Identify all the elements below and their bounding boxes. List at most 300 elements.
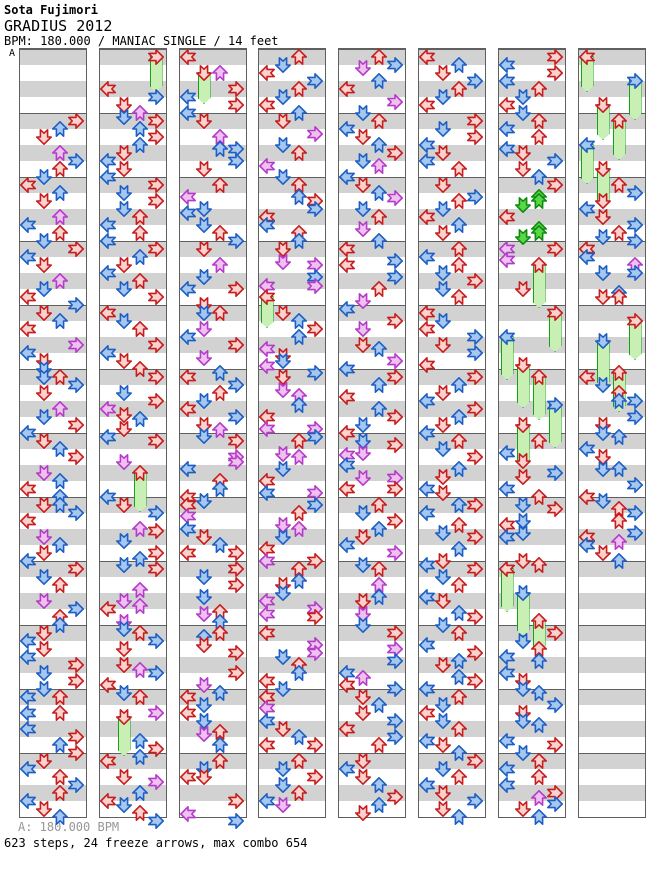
note-arrow-down — [36, 665, 52, 681]
note-arrow-down — [275, 305, 291, 321]
note-arrow-left — [419, 49, 435, 65]
note-arrow-up — [371, 401, 387, 417]
note-arrow-left — [100, 793, 116, 809]
note-arrow-down — [595, 265, 611, 281]
note-arrow-left — [259, 606, 275, 622]
note-arrow-up — [611, 113, 627, 129]
note-arrow-down — [36, 545, 52, 561]
note-arrow-right — [627, 73, 643, 89]
note-arrow-left — [419, 305, 435, 321]
note-arrow-up — [132, 749, 148, 765]
note-arrow-right — [467, 497, 483, 513]
note-arrow-down — [275, 529, 291, 545]
note-arrow-down — [36, 193, 52, 209]
note-arrow-down — [435, 177, 451, 193]
note-arrow-left — [100, 81, 116, 97]
note-arrow-up — [291, 397, 307, 413]
note-arrow-down — [595, 545, 611, 561]
note-arrow-up — [531, 753, 547, 769]
note-arrow-down — [36, 409, 52, 425]
note-arrow-right — [148, 633, 164, 649]
note-arrow-up — [291, 313, 307, 329]
note-arrow-left — [259, 97, 275, 113]
note-arrow-right — [228, 97, 244, 113]
note-arrow-left — [100, 217, 116, 233]
note-arrow-right — [627, 409, 643, 425]
note-arrow-right — [387, 789, 403, 805]
note-arrow-down — [196, 65, 212, 81]
note-arrow-right — [307, 321, 323, 337]
note-arrow-left — [579, 441, 595, 457]
note-arrow-up — [371, 158, 387, 174]
note-arrow-up — [291, 145, 307, 161]
note-arrow-right — [148, 774, 164, 790]
note-arrow-down — [116, 257, 132, 273]
note-arrow-up — [291, 785, 307, 801]
note-arrow-right — [68, 337, 84, 353]
note-arrow-up — [531, 489, 547, 505]
note-arrow-right — [547, 697, 563, 713]
note-arrow-down — [515, 801, 531, 817]
note-arrow-right — [547, 796, 563, 812]
note-arrow-down — [275, 137, 291, 153]
note-arrow-down — [435, 121, 451, 137]
note-arrow-up — [132, 411, 148, 427]
note-arrow-up — [451, 161, 467, 177]
note-arrow-down — [275, 649, 291, 665]
note-arrow-right — [387, 94, 403, 110]
note-arrow-down — [355, 557, 371, 573]
note-arrow-down — [116, 313, 132, 329]
note-arrow-right — [467, 273, 483, 289]
note-arrow-down — [435, 265, 451, 281]
note-arrow-left — [499, 121, 515, 137]
note-arrow-left — [339, 241, 355, 257]
note-arrow-down — [595, 97, 611, 113]
note-arrow-down — [196, 113, 212, 129]
note-arrow-left — [20, 633, 36, 649]
note-arrow-right — [467, 645, 483, 661]
note-arrow-down — [435, 801, 451, 817]
note-arrow-up — [291, 189, 307, 205]
note-arrow-down — [116, 709, 132, 725]
note-arrow-up — [291, 665, 307, 681]
note-arrow-left — [20, 249, 36, 265]
note-arrow-right — [547, 465, 563, 481]
note-arrow-left — [180, 769, 196, 785]
note-arrow-down — [515, 229, 531, 245]
note-arrow-right — [547, 241, 563, 257]
note-arrow-right — [68, 377, 84, 393]
note-arrow-up — [132, 209, 148, 225]
note-arrow-right — [68, 417, 84, 433]
note-arrow-up — [531, 557, 547, 573]
note-arrow-down — [116, 353, 132, 369]
note-arrow-left — [259, 553, 275, 569]
note-arrow-right — [387, 545, 403, 561]
note-arrow-up — [132, 689, 148, 705]
note-arrow-up — [611, 553, 627, 569]
note-arrow-right — [627, 525, 643, 541]
note-arrow-left — [180, 89, 196, 105]
note-arrow-up — [451, 497, 467, 513]
note-arrow-right — [307, 553, 323, 569]
note-arrow-down — [196, 161, 212, 177]
note-arrow-up — [52, 273, 68, 289]
note-arrow-right — [547, 737, 563, 753]
note-arrow-down — [515, 161, 531, 177]
chart-column — [338, 48, 406, 818]
note-arrow-left — [180, 281, 196, 297]
note-arrow-left — [419, 425, 435, 441]
note-arrow-up — [451, 745, 467, 761]
note-arrow-down — [36, 233, 52, 249]
note-arrow-right — [547, 305, 563, 321]
note-arrow-right — [467, 189, 483, 205]
note-arrow-left — [419, 209, 435, 225]
note-arrow-up — [371, 341, 387, 357]
note-arrow-down — [435, 145, 451, 161]
note-arrow-up — [451, 577, 467, 593]
note-arrow-right — [467, 561, 483, 577]
note-arrow-up — [451, 653, 467, 669]
note-arrow-left — [419, 357, 435, 373]
note-arrow-up — [531, 257, 547, 273]
note-arrow-down — [355, 689, 371, 705]
note-arrow-left — [499, 649, 515, 665]
chart-column — [19, 48, 87, 818]
note-arrow-down — [196, 393, 212, 409]
note-arrow-up — [531, 129, 547, 145]
note-arrow-up — [611, 289, 627, 305]
note-arrow-right — [148, 193, 164, 209]
song-title: GRADIUS 2012 — [4, 17, 113, 35]
note-arrow-down — [36, 281, 52, 297]
note-arrow-right — [148, 49, 164, 65]
note-arrow-left — [20, 177, 36, 193]
note-arrow-up — [132, 121, 148, 137]
note-arrow-right — [148, 705, 164, 721]
note-arrow-up — [52, 617, 68, 633]
note-arrow-up — [291, 449, 307, 465]
note-arrow-left — [180, 461, 196, 477]
note-arrow-up — [531, 685, 547, 701]
note-arrow-up — [611, 365, 627, 381]
note-arrow-right — [148, 813, 164, 829]
note-arrow-down — [515, 89, 531, 105]
note-arrow-left — [499, 777, 515, 793]
note-arrow-left — [339, 457, 355, 473]
note-arrow-right — [627, 393, 643, 409]
note-arrow-left — [100, 601, 116, 617]
note-arrow-down — [196, 217, 212, 233]
note-arrow-right — [148, 177, 164, 193]
note-arrow-down — [36, 385, 52, 401]
note-arrow-up — [451, 57, 467, 73]
note-arrow-down — [36, 529, 52, 545]
note-arrow-down — [196, 269, 212, 285]
note-arrow-up — [451, 669, 467, 685]
note-arrow-up — [451, 721, 467, 737]
note-arrow-right — [228, 665, 244, 681]
note-arrow-down — [435, 569, 451, 585]
chart-column — [258, 48, 326, 818]
note-arrow-left — [180, 401, 196, 417]
note-arrow-up — [531, 81, 547, 97]
note-arrow-left — [499, 445, 515, 461]
note-arrow-up — [611, 513, 627, 529]
note-arrow-right — [307, 73, 323, 89]
note-arrow-down — [36, 801, 52, 817]
note-arrow-right — [467, 401, 483, 417]
note-arrow-down — [435, 737, 451, 753]
note-arrow-left — [499, 57, 515, 73]
note-arrow-right — [228, 337, 244, 353]
note-arrow-right — [148, 523, 164, 539]
note-arrow-right — [547, 397, 563, 413]
note-arrow-down — [196, 201, 212, 217]
note-arrow-right — [627, 233, 643, 249]
note-arrow-down — [116, 145, 132, 161]
note-arrow-down — [435, 65, 451, 81]
note-arrow-down — [595, 229, 611, 245]
note-arrow-up — [371, 521, 387, 537]
note-arrow-right — [228, 793, 244, 809]
note-arrow-left — [20, 217, 36, 233]
note-arrow-down — [116, 454, 132, 470]
note-arrow-left — [20, 345, 36, 361]
note-arrow-left — [339, 481, 355, 497]
note-arrow-up — [132, 105, 148, 121]
note-arrow-down — [196, 529, 212, 545]
note-arrow-up — [291, 105, 307, 121]
note-arrow-left — [259, 673, 275, 689]
note-arrow-up — [371, 113, 387, 129]
note-arrow-down — [515, 585, 531, 601]
note-arrow-down — [355, 505, 371, 521]
note-arrow-left — [499, 733, 515, 749]
note-arrow-down — [36, 593, 52, 609]
note-arrow-down — [116, 109, 132, 125]
note-arrow-right — [148, 741, 164, 757]
note-arrow-up — [611, 393, 627, 409]
note-arrow-left — [579, 137, 595, 153]
note-arrow-right — [68, 297, 84, 313]
note-arrow-left — [499, 481, 515, 497]
note-arrow-left — [100, 153, 116, 169]
note-arrow-down — [515, 281, 531, 297]
note-arrow-right — [467, 529, 483, 545]
note-arrow-right — [148, 129, 164, 145]
note-arrow-down — [275, 353, 291, 369]
note-arrow-up — [132, 273, 148, 289]
note-arrow-up — [212, 685, 228, 701]
note-arrow-left — [419, 505, 435, 521]
note-arrow-left — [419, 705, 435, 721]
footer-bpm-marker: A: 180.000 BPM — [18, 820, 120, 834]
note-arrow-up — [451, 81, 467, 97]
note-arrow-left — [20, 321, 36, 337]
note-arrow-right — [467, 129, 483, 145]
note-arrow-up — [212, 257, 228, 273]
note-arrow-right — [467, 113, 483, 129]
note-arrow-right — [228, 233, 244, 249]
note-arrow-down — [515, 745, 531, 761]
note-arrow-up — [531, 169, 547, 185]
note-arrow-up — [531, 613, 547, 629]
note-arrow-left — [259, 625, 275, 641]
note-arrow-up — [451, 605, 467, 621]
note-arrow-left — [100, 401, 116, 417]
note-arrow-up — [132, 625, 148, 641]
note-arrow-up — [451, 257, 467, 273]
note-arrow-down — [435, 385, 451, 401]
note-arrow-left — [579, 537, 595, 553]
note-arrow-up — [611, 177, 627, 193]
note-arrow-left — [339, 121, 355, 137]
note-arrow-left — [419, 249, 435, 265]
note-arrow-left — [100, 753, 116, 769]
note-arrow-down — [36, 465, 52, 481]
note-arrow-down — [435, 617, 451, 633]
chart-column — [578, 48, 646, 818]
note-arrow-up — [451, 193, 467, 209]
note-arrow-left — [259, 289, 275, 305]
note-arrow-down — [36, 681, 52, 697]
note-arrow-left — [180, 329, 196, 345]
note-arrow-down — [515, 105, 531, 121]
note-arrow-up — [52, 161, 68, 177]
note-arrow-right — [467, 793, 483, 809]
note-arrow-left — [339, 389, 355, 405]
note-arrow-up — [451, 517, 467, 533]
note-arrow-right — [387, 353, 403, 369]
note-arrow-left — [579, 369, 595, 385]
note-arrow-up — [132, 785, 148, 801]
note-arrow-up — [371, 209, 387, 225]
note-arrow-left — [20, 761, 36, 777]
note-arrow-down — [355, 177, 371, 193]
note-arrow-down — [355, 529, 371, 545]
note-arrow-right — [148, 505, 164, 521]
note-arrow-left — [499, 561, 515, 577]
note-arrow-up — [132, 465, 148, 481]
note-arrow-right — [387, 729, 403, 745]
note-arrow-left — [339, 81, 355, 97]
note-arrow-up — [52, 705, 68, 721]
note-arrow-up — [371, 561, 387, 577]
chart-meta: BPM: 180.000 / MANIAC SINGLE / 14 feet — [4, 34, 279, 48]
note-arrow-up — [212, 177, 228, 193]
note-arrow-right — [148, 433, 164, 449]
note-arrow-left — [180, 189, 196, 205]
note-arrow-left — [419, 589, 435, 605]
note-arrow-right — [467, 753, 483, 769]
note-arrow-up — [52, 769, 68, 785]
note-arrow-up — [132, 582, 148, 598]
note-arrow-right — [148, 289, 164, 305]
note-arrow-up — [611, 225, 627, 241]
note-arrow-down — [36, 569, 52, 585]
note-arrow-left — [499, 97, 515, 113]
note-arrow-left — [259, 341, 275, 357]
note-arrow-up — [371, 377, 387, 393]
note-arrow-down — [595, 425, 611, 441]
note-arrow-right — [627, 217, 643, 233]
note-arrow-right — [148, 369, 164, 385]
note-arrow-up — [132, 733, 148, 749]
note-arrow-down — [36, 257, 52, 273]
note-arrow-up — [451, 461, 467, 477]
note-arrow-right — [547, 625, 563, 641]
note-arrow-right — [387, 513, 403, 529]
note-arrow-left — [499, 529, 515, 545]
note-arrow-down — [116, 497, 132, 513]
note-arrow-down — [435, 657, 451, 673]
note-arrow-right — [228, 377, 244, 393]
note-arrow-left — [419, 681, 435, 697]
note-arrow-right — [467, 449, 483, 465]
note-arrow-left — [579, 489, 595, 505]
note-arrow-up — [52, 497, 68, 513]
note-arrow-up — [52, 401, 68, 417]
note-arrow-right — [148, 241, 164, 257]
note-arrow-up — [611, 461, 627, 477]
note-arrow-up — [52, 737, 68, 753]
note-arrow-down — [196, 637, 212, 653]
note-arrow-right — [68, 505, 84, 521]
note-arrow-right — [68, 561, 84, 577]
note-arrow-left — [419, 557, 435, 573]
note-arrow-left — [100, 677, 116, 693]
note-arrow-up — [291, 573, 307, 589]
note-arrow-down — [275, 113, 291, 129]
note-arrow-up — [531, 809, 547, 825]
note-arrow-up — [291, 49, 307, 65]
note-arrow-down — [116, 533, 132, 549]
note-arrow-down — [595, 209, 611, 225]
note-arrow-up — [451, 409, 467, 425]
note-arrow-up — [132, 598, 148, 614]
note-arrow-down — [595, 377, 611, 393]
note-arrow-up — [531, 225, 547, 241]
note-arrow-right — [307, 278, 323, 294]
note-arrow-up — [212, 141, 228, 157]
note-arrow-down — [275, 761, 291, 777]
note-arrow-up — [371, 73, 387, 89]
note-arrow-left — [180, 205, 196, 221]
note-arrow-left — [419, 153, 435, 169]
note-arrow-up — [52, 313, 68, 329]
note-arrow-left — [100, 305, 116, 321]
note-arrow-left — [20, 481, 36, 497]
note-arrow-down — [595, 289, 611, 305]
note-arrow-left — [339, 677, 355, 693]
note-arrow-up — [451, 289, 467, 305]
note-arrow-up — [212, 537, 228, 553]
note-arrow-up — [52, 537, 68, 553]
note-arrow-up — [531, 769, 547, 785]
note-arrow-left — [419, 97, 435, 113]
note-arrow-right — [68, 601, 84, 617]
note-arrow-up — [531, 369, 547, 385]
note-arrow-up — [371, 137, 387, 153]
note-arrow-right — [387, 313, 403, 329]
note-arrow-left — [100, 489, 116, 505]
note-arrow-down — [515, 145, 531, 161]
note-arrow-left — [499, 329, 515, 345]
note-arrow-right — [228, 281, 244, 297]
